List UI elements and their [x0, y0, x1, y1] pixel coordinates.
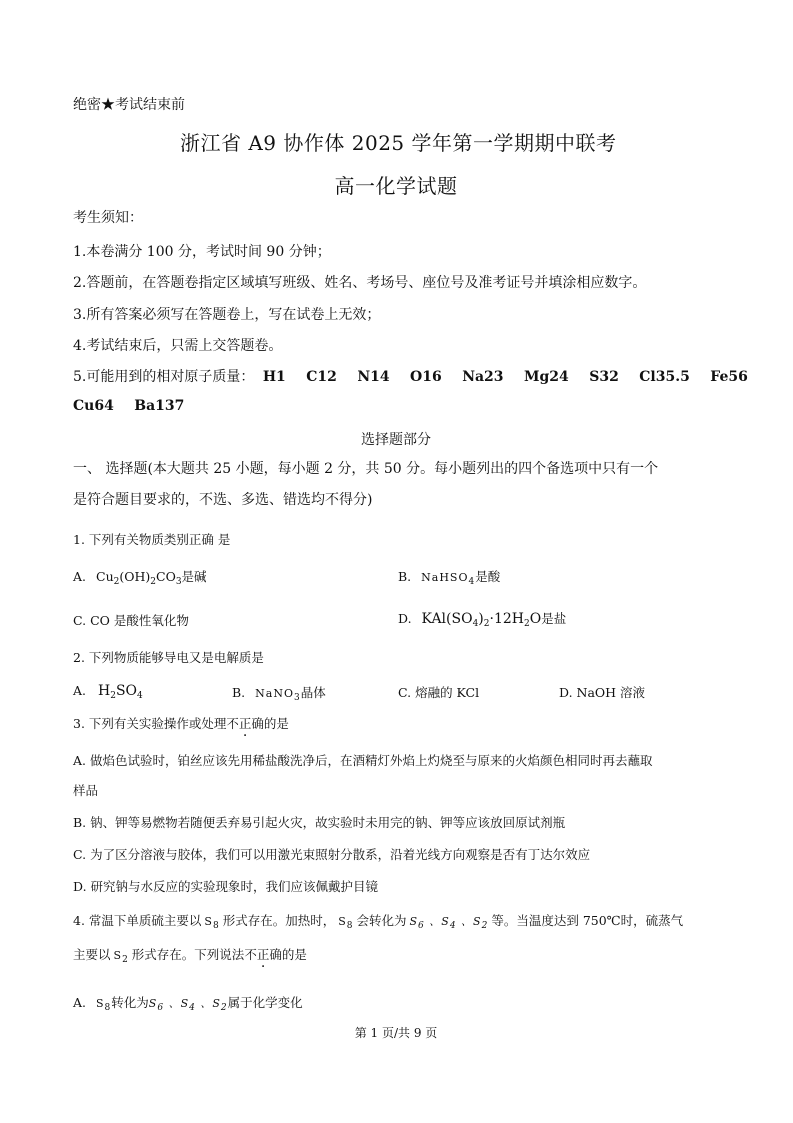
q3-stem-dotted: 不正确	[226, 716, 264, 731]
q2-b-formula: NaNO$_3$	[255, 687, 301, 703]
q4-stem-emphasis	[244, 947, 282, 962]
q3-stem-pre: 3. 下列有关实验操作或处理	[73, 716, 227, 731]
atomic-mass-o: O16	[410, 369, 442, 385]
q2-a-formula: $H_2SO_4$	[98, 683, 143, 701]
atomic-mass-line	[73, 366, 748, 386]
q4-line1-post: 等。当温度达到 750℃时，硫蒸气	[491, 913, 684, 928]
atomic-mass-c: C12	[306, 369, 337, 385]
q1-d-formula: $KAl(SO_4)_2\cdot 12H_2O$	[421, 611, 542, 629]
q4-option-a	[73, 993, 303, 1013]
q1-b-formula: NaHSO$_4$	[421, 571, 476, 587]
q1-option-b	[398, 567, 500, 587]
exam-subtitle: 高一化学试题	[334, 174, 458, 198]
q1-a-formula: $Cu_2(OH)_2CO_3$	[96, 569, 182, 587]
q3-stem-emphasis	[226, 716, 264, 731]
q3-stem-post: 的是	[263, 716, 289, 731]
q4-line1-pre: 4. 常温下单质硫主要以	[73, 913, 202, 928]
atomic-mass-line-2	[73, 398, 184, 414]
exam-title: 浙江省 A9 协作体 2025 学年第一学期期中联考	[180, 131, 617, 155]
q4-s8-formula-2: $S_8$	[338, 915, 354, 931]
q4-line1-mid2: 会转化为	[356, 913, 407, 928]
atomic-mass-label: 5.可能用到的相对原子质量：	[73, 369, 255, 385]
q2-option-a	[73, 683, 143, 701]
atomic-mass-n: N14	[357, 369, 390, 385]
q4-stem-line2	[73, 945, 307, 965]
q1-d-suffix: 是盐	[541, 611, 567, 626]
notice-item-3: 3.所有答案必须写在答题卷上，写在试卷上无效；	[73, 307, 381, 323]
q4-a-forms: $S_6$ 、$S_4$ 、$S_2$	[148, 997, 228, 1013]
q2-a-label: A.	[73, 683, 87, 698]
notice-item-1: 1.本卷满分 100 分，考试时间 90 分钟；	[73, 244, 331, 260]
q1-option-c: C. CO 是酸性氧化物	[73, 613, 189, 628]
q4-s-forms: $S_6$ 、$S_4$ 、$S_2$	[409, 915, 489, 931]
q1-stem: 1. 下列有关物质类别正确 是	[73, 532, 231, 547]
atomic-mass-s: S32	[589, 369, 619, 385]
atomic-mass-h: H1	[262, 369, 286, 385]
q2-option-b	[232, 683, 326, 703]
q3-option-c: C. 为了区分溶液与胶体，我们可以用激光束照射分散系，沿着光线方向观察是否有丁达尔效应	[73, 847, 591, 862]
atomic-mass-na: Na23	[462, 369, 504, 385]
q1-b-label: B.	[398, 569, 412, 584]
atomic-mass-fe: Fe56	[710, 369, 748, 385]
q3-option-b: B. 钠、钾等易燃物若随便丢弃易引起火灾，故实验时未用完的钠、钾等应该放回原试剂瓶	[73, 815, 566, 830]
q4-line2-mid: 形式存在。下列说法	[131, 947, 245, 962]
q4-line2-pre: 主要以	[73, 947, 111, 962]
q2-option-d: D. NaOH 溶液	[559, 685, 646, 700]
q4-s2-formula: $S_2$	[113, 949, 129, 965]
q3-option-a-line2: 样品	[73, 783, 99, 798]
q4-a-label: A.	[73, 995, 87, 1010]
section-instruction-2: 是符合题目要求的，不选、多选、错选均不得分)	[73, 492, 373, 508]
q3-stem	[73, 714, 289, 732]
q1-a-label: A.	[73, 569, 87, 584]
q4-s8-formula: $S_8$	[204, 915, 220, 931]
notice-heading: 考生须知：	[73, 210, 143, 226]
atomic-mass-cu: Cu64	[73, 398, 114, 414]
q4-stem-dotted: 不正确	[244, 947, 282, 962]
q4-a-post: 属于化学变化	[227, 995, 303, 1010]
q4-stem-line1	[73, 911, 683, 931]
q4-a-mid: 转化为	[111, 995, 149, 1010]
q1-option-a	[73, 567, 207, 587]
q3-option-d: D. 研究钠与水反应的实验现象时，我们应该佩戴护目镜	[73, 879, 379, 894]
notice-item-2: 2.答题前，在答题卷指定区域填写班级、姓名、考场号、座位号及准考证号并填涂相应数字。	[73, 275, 647, 291]
q2-option-c: C. 熔融的 KCl	[398, 685, 480, 700]
page-number: 第 1 页/共 9 页	[354, 1026, 438, 1040]
secret-mark: 绝密★考试结束前	[73, 97, 185, 113]
q1-option-d	[398, 609, 566, 629]
q2-b-label: B.	[232, 685, 246, 700]
q1-b-suffix: 是酸	[475, 569, 501, 584]
section-instruction-1: 一、 选择题(本大题共 25 小题，每小题 2 分，共 50 分。每小题列出的四个备选项中只有一个	[73, 461, 659, 477]
notice-item-4: 4.考试结束后，只需上交答题卷。	[73, 338, 283, 354]
q2-b-suffix: 晶体	[300, 685, 326, 700]
q1-d-label: D.	[398, 611, 412, 626]
q4-line2-post: 的是	[281, 947, 307, 962]
q2-stem: 2. 下列物质能够导电又是电解质是	[73, 650, 264, 665]
q3-option-a-line1: A. 做焰色试验时，铂丝应该先用稀盐酸洗净后，在酒精灯外焰上灼烧至与原来的火焰颜色相同时再去蘸取	[73, 753, 653, 768]
q4-line1-mid1: 形式存在。加热时，	[222, 913, 336, 928]
q1-a-suffix: 是碱	[181, 569, 207, 584]
q4-a-s8: $S_8$	[96, 997, 112, 1013]
atomic-mass-cl: Cl35.5	[639, 369, 690, 385]
atomic-mass-mg: Mg24	[524, 369, 569, 385]
atomic-mass-ba: Ba137	[134, 398, 185, 414]
section-title: 选择题部分	[361, 432, 431, 448]
